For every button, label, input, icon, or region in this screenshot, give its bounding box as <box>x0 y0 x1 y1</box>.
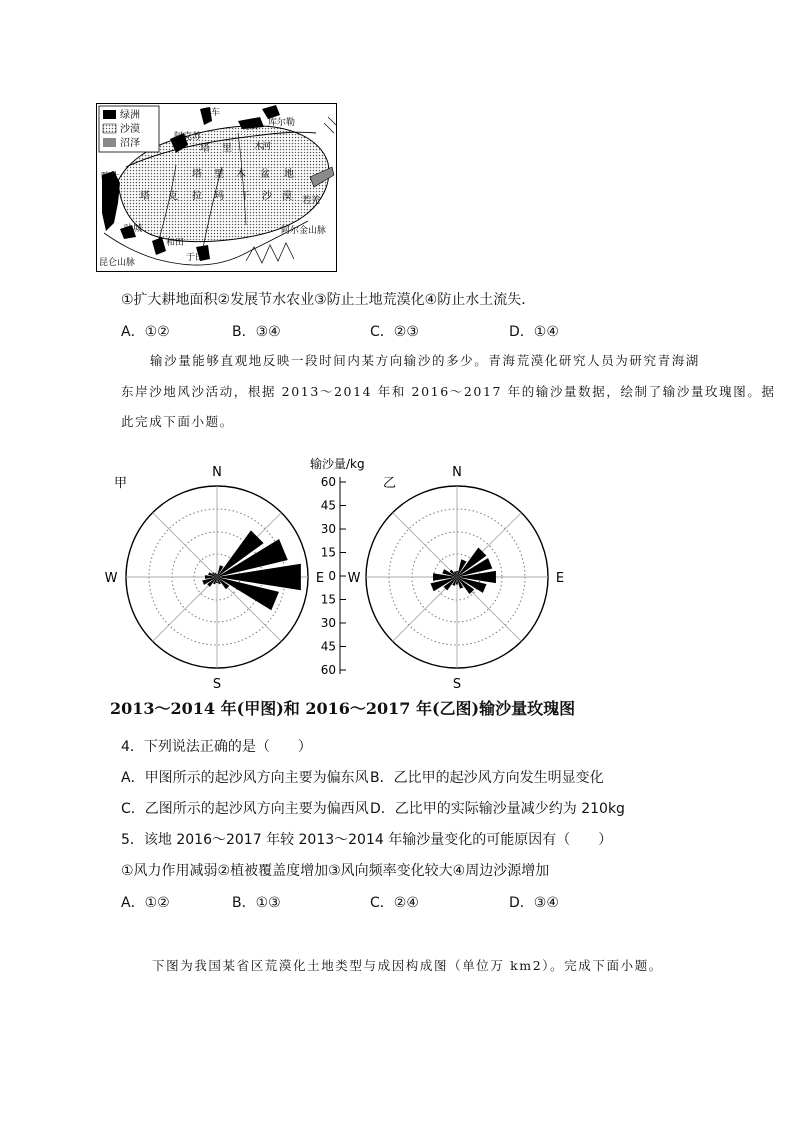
axis-title: 输沙量/kg <box>310 457 365 471</box>
place-yecheng: 叶城 <box>124 224 143 234</box>
option-c[interactable]: C．②③ <box>370 324 419 340</box>
dir-w: W <box>104 571 118 586</box>
q5-statement: ①风力作用减弱②植被覆盖度增加③风向频率变化较大④周边沙源增加 <box>121 863 550 879</box>
axis-tick-label: 30 <box>320 522 336 536</box>
axis-tick-label: 60 <box>320 663 336 677</box>
basin-char: 克 <box>168 191 178 202</box>
axis-tick-label: 15 <box>320 545 336 560</box>
place-kashgar: 喀什 <box>101 172 120 182</box>
basin-char: 塔 <box>192 169 202 180</box>
q4-option-b[interactable]: B．乙比甲的起沙风方向发生明显变化 <box>370 770 604 786</box>
dir-s: S <box>452 677 462 692</box>
dir-n: N <box>212 465 222 480</box>
dir-e: E <box>555 571 565 586</box>
legend-swatch-marsh <box>103 138 116 147</box>
place-altun-mountains: 阿尔金山脉 <box>281 226 327 236</box>
dir-n: N <box>452 465 462 480</box>
place-korla: 库尔勒 <box>268 118 296 128</box>
place-luntai: 轮台 <box>241 122 260 132</box>
direction-spoke <box>153 577 217 641</box>
direction-spoke <box>153 513 217 577</box>
axis-tick-label: 30 <box>320 616 336 630</box>
intro-line: 此完成下面小题。 <box>121 414 234 429</box>
q5-stem: 5．该地 2016～2017 年较 2013～2014 年输沙量变化的可能原因有（ ） <box>121 832 613 848</box>
place-mu: 木 <box>254 142 264 152</box>
basin-char: 玛 <box>214 191 224 202</box>
panel-label-jia: 甲 <box>114 476 128 491</box>
place-kunlun-mountains: 昆仑山脉 <box>99 258 136 268</box>
next-intro: 下图为我国某省区荒漠化土地类型与成因构成图（单位万 km2）。完成下面小题。 <box>152 958 663 973</box>
place-aksu: 阿克苏 <box>174 132 202 142</box>
place-hotan: 和田 <box>166 238 185 248</box>
question-statement: ①扩大耕地面积②发展节水农业③防止土地荒漠化④防止水土流失． <box>121 292 536 308</box>
legend-swatch-desert <box>103 124 116 133</box>
direction-spoke <box>393 513 457 577</box>
q4-stem: 4．下列说法正确的是（ ） <box>121 739 312 755</box>
axis-tick-label: 45 <box>320 498 336 513</box>
basin-char: 拉 <box>192 191 202 202</box>
q5-option-c[interactable]: C．②④ <box>370 895 419 911</box>
panel-label-yi: 乙 <box>383 476 397 491</box>
intro-line: 输沙量能够直观地反映一段时间内某方向输沙的多少。青海荒漠化研究人员为研究青海湖 <box>150 353 700 368</box>
q5-option-d[interactable]: D．③④ <box>509 895 559 911</box>
legend-label: 沙漠 <box>120 124 140 135</box>
q5-option-a[interactable]: A．①② <box>121 895 170 911</box>
basin-char: 漠 <box>282 191 292 202</box>
dir-w: W <box>347 571 361 586</box>
legend-label: 绿洲 <box>120 110 140 121</box>
q5-option-b[interactable]: B．①③ <box>232 895 281 911</box>
option-b[interactable]: B．③④ <box>232 324 281 340</box>
intro-line: 东岸沙地风沙活动，根据 2013～2014 年和 2016～2017 年的输沙量数据，绘制了输沙量玫瑰图。据 <box>121 384 776 399</box>
place-yutian: 于田 <box>186 253 205 263</box>
q4-option-d[interactable]: D．乙比甲的实际输沙量减少约为 210kg <box>370 801 625 817</box>
place-ruoqiang: 若羌 <box>302 196 321 206</box>
place-kuqa: 库车 <box>202 108 221 118</box>
basin-char: 木 <box>236 169 246 180</box>
basin-char: 塔 <box>200 143 210 154</box>
rose-chart-jia <box>105 465 325 692</box>
legend-label: 沼泽 <box>120 138 140 149</box>
tarim-basin-map <box>96 103 337 272</box>
basin-char: 盆 <box>260 169 270 180</box>
q4-option-a[interactable]: A．甲图所示的起沙风方向主要为偏东风 <box>121 770 369 786</box>
place-he: 河 <box>262 142 272 152</box>
figure-caption: 2013～2014 年(甲图)和 2016～2017 年(乙图)输沙量玫瑰图 <box>110 699 576 718</box>
axis-tick-label: 15 <box>320 592 336 607</box>
rose-chart-yi <box>348 465 565 692</box>
option-d[interactable]: D．①④ <box>509 324 559 340</box>
axis-tick-label: 0 <box>328 569 336 583</box>
basin-char: 里 <box>214 169 224 180</box>
basin-char: 里 <box>222 143 232 154</box>
radial-scale-axis <box>310 456 365 677</box>
basin-char: 塔 <box>140 191 150 202</box>
basin-char: 地 <box>284 169 294 180</box>
legend-swatch-oasis <box>103 110 116 119</box>
option-a[interactable]: A．①② <box>121 324 170 340</box>
sand-transport-rose-figure <box>100 452 600 692</box>
axis-tick-label: 60 <box>320 475 336 489</box>
basin-char: 沙 <box>262 191 272 202</box>
basin-char: 干 <box>240 191 250 202</box>
dir-s: S <box>212 677 222 692</box>
dir-e: E <box>315 571 325 586</box>
axis-tick-label: 45 <box>320 639 336 654</box>
q4-option-c[interactable]: C．乙图所示的起沙风方向主要为偏西风 <box>121 801 369 817</box>
